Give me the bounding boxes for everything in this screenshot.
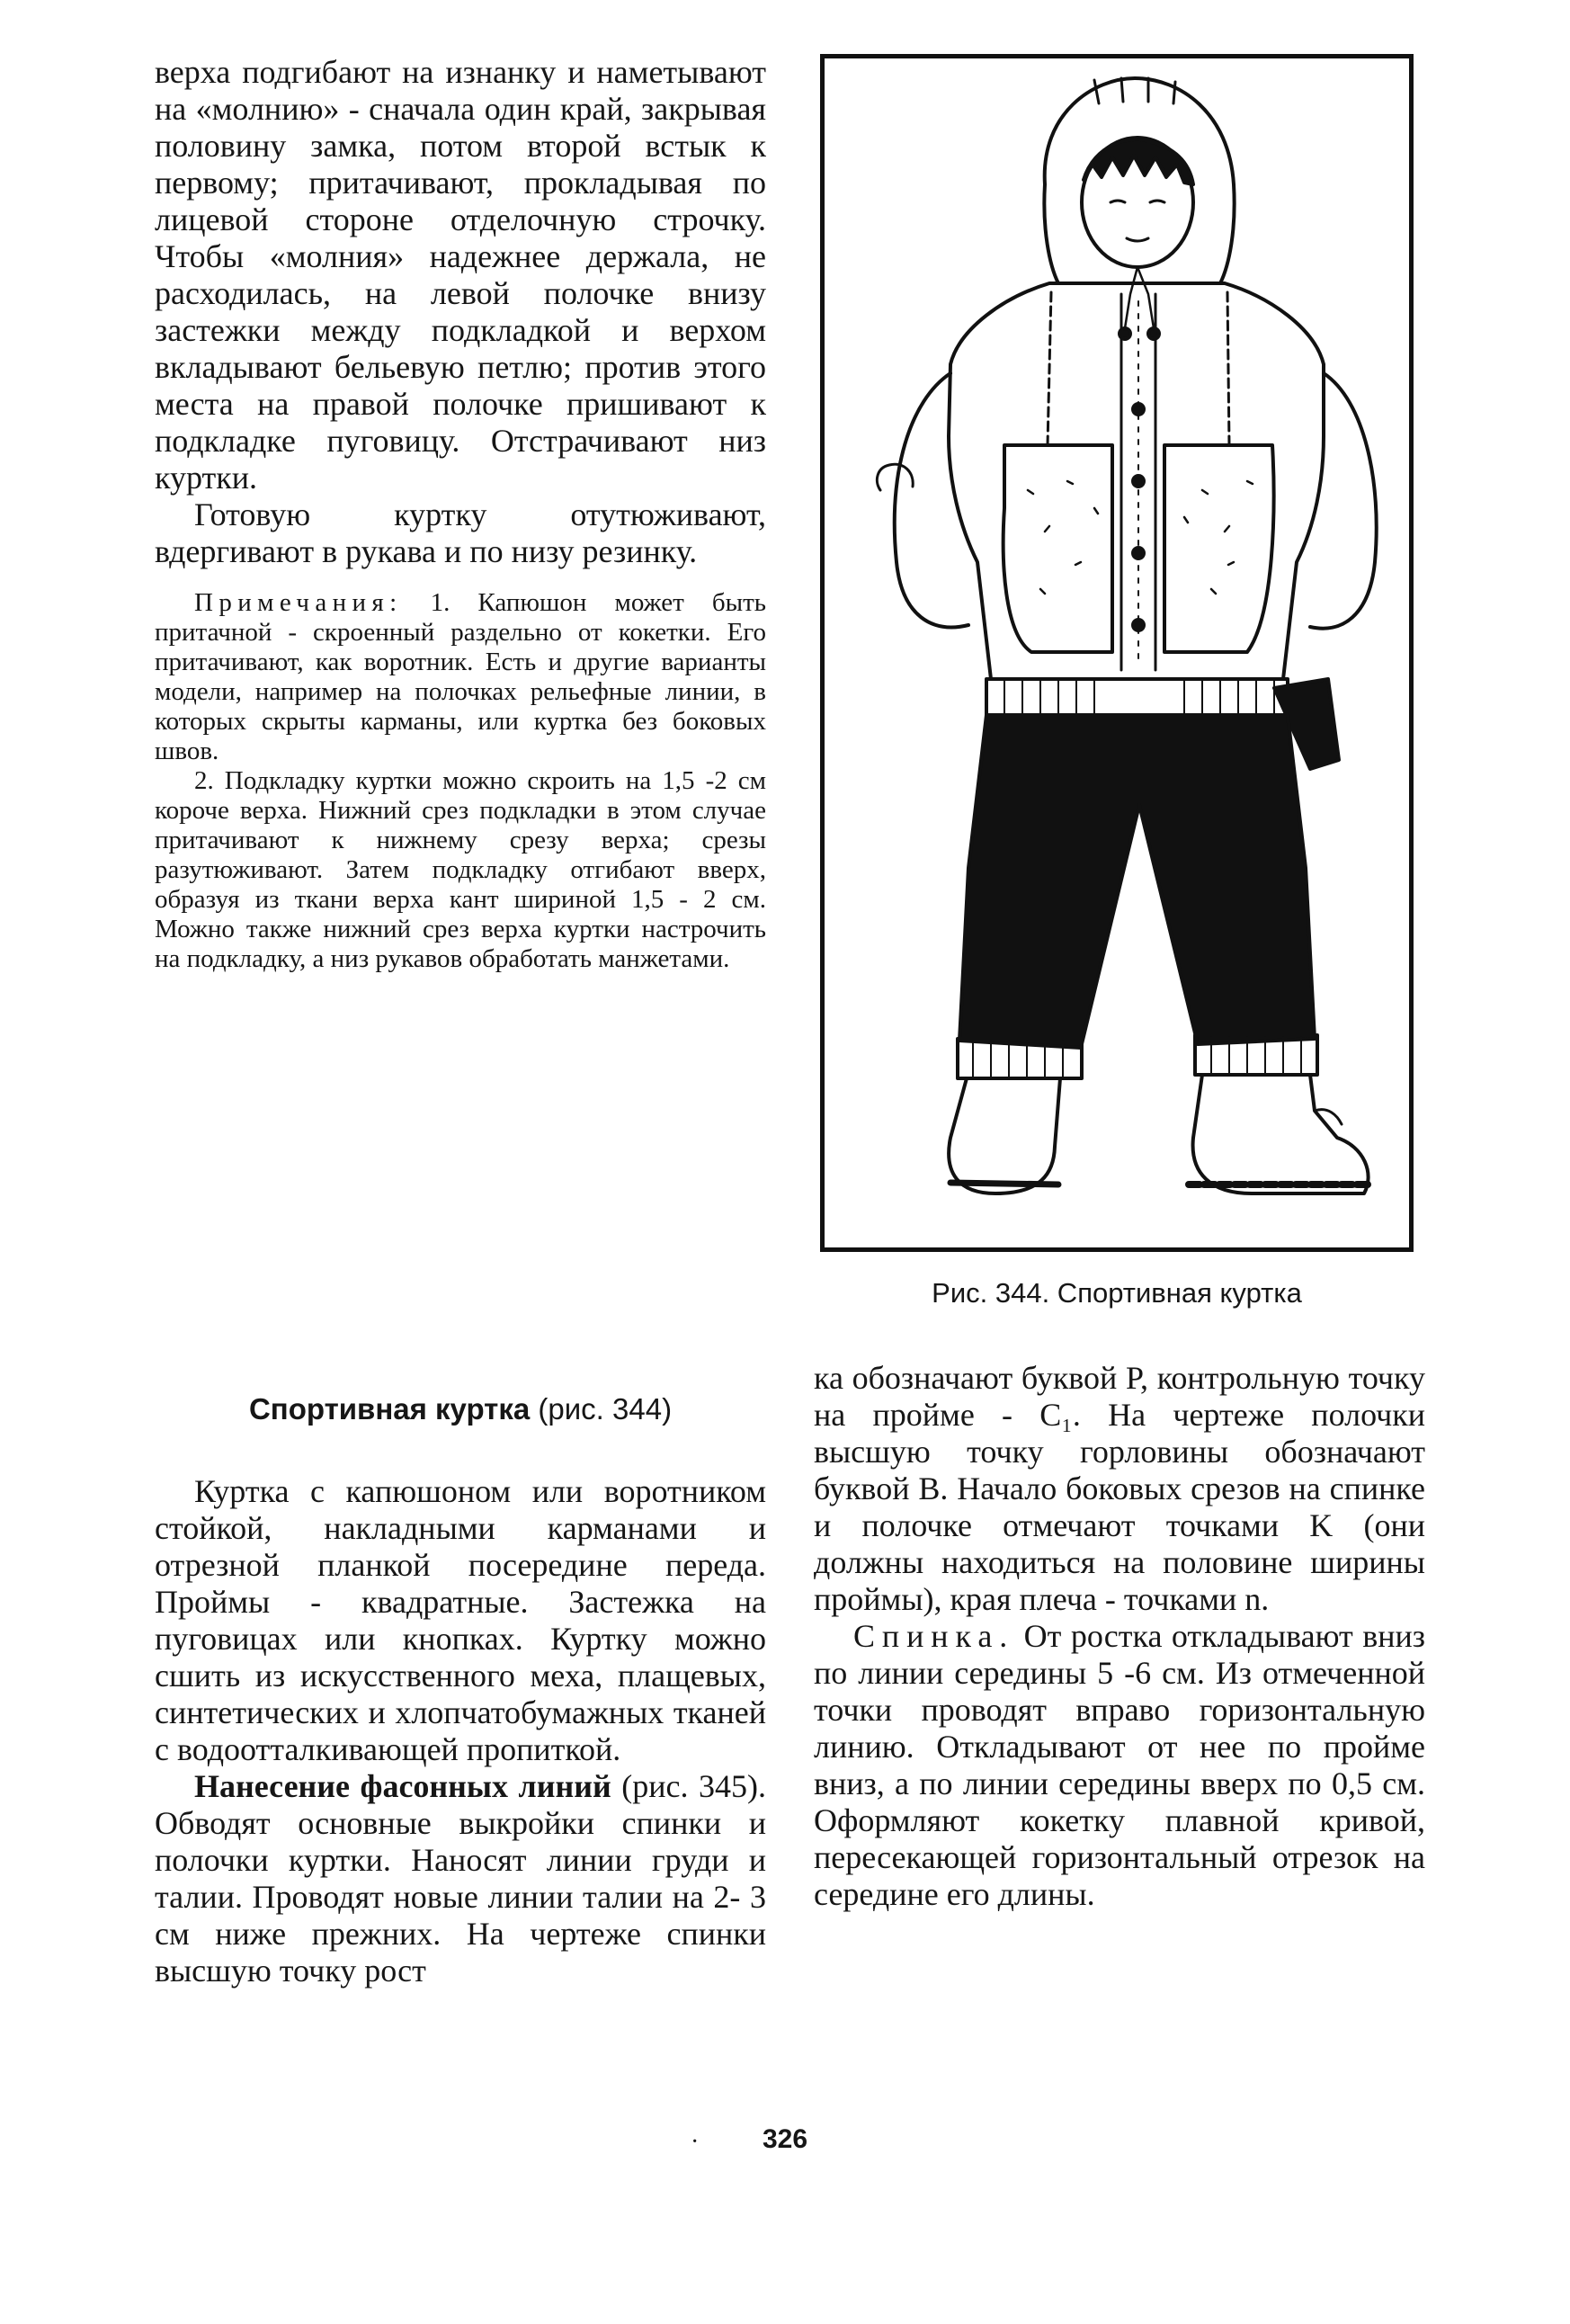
- page-mark: ·: [691, 2128, 700, 2156]
- paragraph-finish: Готовую куртку отутюживают, вдергивают в рукава и по низу резинку.: [155, 496, 766, 569]
- paragraph-back-text: От ростка откладывают вниз по линии середины 5 -6 см. Из отмеченной точки проводят вправо горизонтальную линию. Откладывают от нее по пройме вниз, а по линии середины вверх по 0,5 см. Оформляют кокетку плавной кривой, пересекающей горизонтальный отрезок на середине его длины.: [814, 1618, 1425, 1912]
- section-heading-title: Спортивная куртка: [248, 1392, 531, 1426]
- waistband: [986, 679, 1288, 715]
- paragraph-lines-text: (рис. 345). Обводят основные выкройки спинки и полочки куртки. Наносят линии груди и талии. Проводят новые линии талии на 2- 3 см ниже прежних. На чертеже спинки высшую точку рост: [155, 1768, 766, 1989]
- note-2: 2. Подкладку куртки можно скроить на 1,5 -2 см короче верха. Нижний срез подкладки в этом случае притачивают к нижнему срезу верха; срезы разутюживают. Затем подкладку отгибают вверх, образуя из ткани верха кант шириной 1,5 - 2 см. Можно также нижний срез верха куртки настрочить на подкладку, а низ рукавов обработать манжетами.: [155, 766, 766, 973]
- paragraph-continued: верха подгибают на изнанку и наметывают на «молнию» - сначала один край, закрывая половину замка, потом второй встык к первому; притачивают, прокладывая по лицевой стороне отделочную строчку. Чтобы «молния» надежнее держала, не расходилась, на левой полочке внизу застежки между подкладкой и верхом вкладывают бельевую петлю; против этого места на правой полочке пришивают к подкладке пуговицу. Отстрачивают низ куртки.: [155, 54, 766, 496]
- paragraph-back: [814, 1618, 1425, 1913]
- page-number: 326: [762, 2124, 808, 2154]
- paragraph-lines-title: Нанесение фасонных линий: [194, 1768, 611, 1804]
- note-1: [155, 588, 766, 766]
- sport-jacket-illustration: [825, 58, 1409, 1247]
- right-column: [814, 1360, 1425, 1913]
- notes-block: [155, 588, 766, 974]
- back-label: Спинка.: [853, 1618, 1015, 1654]
- figure-344: [820, 54, 1414, 1252]
- right-pocket: [1164, 445, 1274, 652]
- paragraph-lines: [155, 1768, 766, 1989]
- left-pocket: [1004, 445, 1112, 652]
- hood: [1044, 78, 1234, 283]
- section-heading-ref: (рис. 344): [538, 1392, 673, 1426]
- paragraph-intro: Куртка с капюшоном или воротником стойкой, накладными карманами и отрезной планкой посередине переда. Проймы - квадратные. Застежка на пуговицах или кнопках. Куртку можно сшить из искусственного меха, плащевых, синтетических и хлопчатобумажных тканей с водоотталкивающей пропиткой.: [155, 1473, 766, 1767]
- left-column-lower: [155, 1473, 766, 1989]
- right-boot: [1193, 1075, 1369, 1193]
- figure-caption: Рис. 344. Спортивная куртка: [932, 1277, 1302, 1309]
- section-heading: [155, 1392, 766, 1426]
- right-sleeve: [1310, 373, 1377, 629]
- left-column: [155, 54, 766, 974]
- paragraph-right-continued: ка обозначают буквой P, контрольную точку на пройме - C₁. На чертеже полочки высшую точку горловины обозначают буквой B. Начало боковых срезов на спинке и полочке отмечают точками K (они должны находиться на половине ширины проймы), края плеча - точками n.: [814, 1360, 1425, 1617]
- notes-label: Примечания:: [194, 588, 403, 617]
- trousers: [959, 715, 1315, 1048]
- left-boot: [949, 1078, 1060, 1193]
- note-1-text: 1. Капюшон может быть притачной - скроенный раздельно от кокетки. Его притачивают, как воротник. Есть и другие варианты модели, например на полочках рельефные линии, в которых скрыты карманы, или куртка без боковых швов.: [155, 588, 766, 765]
